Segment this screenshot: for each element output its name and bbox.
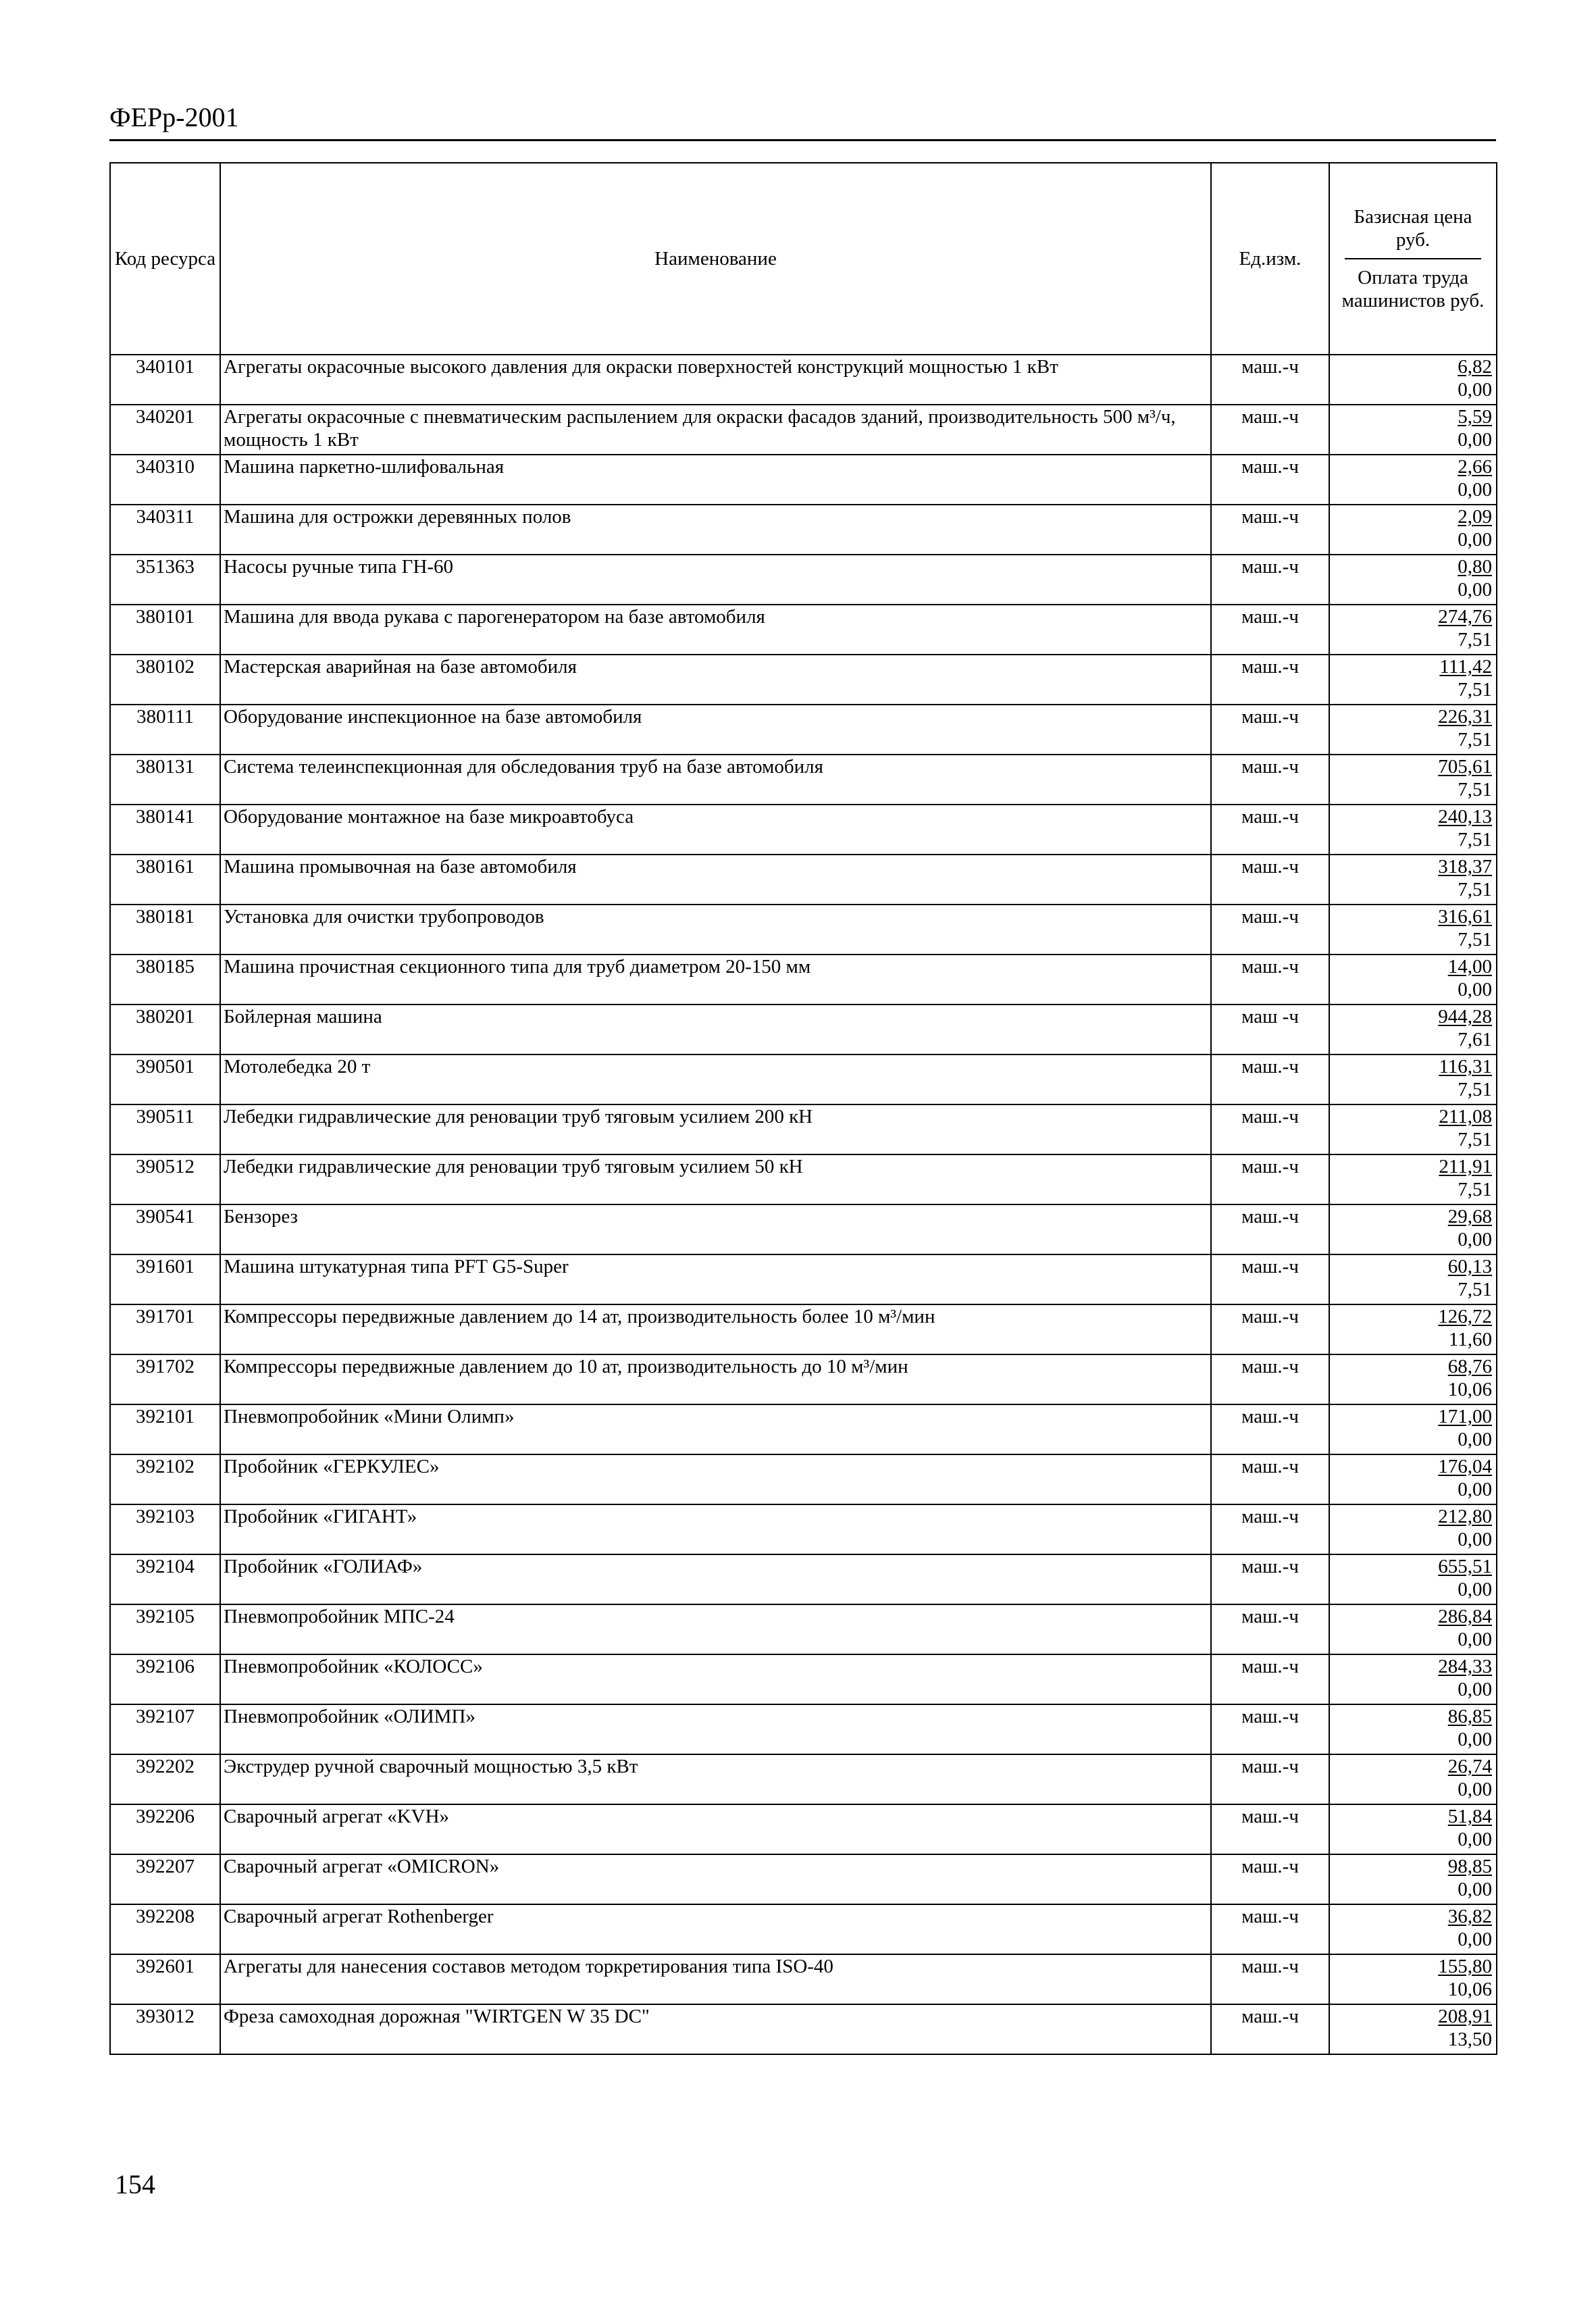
cell-name: Машина промывочная на базе автомобиля bbox=[220, 855, 1211, 905]
operator-pay-value: 0,00 bbox=[1458, 529, 1492, 551]
cell-code: 393012 bbox=[110, 2004, 220, 2054]
cell-name: Машина паркетно-шлифовальная bbox=[220, 455, 1211, 505]
cell-price bbox=[1329, 1354, 1497, 1404]
base-price-value: 211,08 bbox=[1439, 1106, 1492, 1127]
table-row bbox=[110, 1005, 1497, 1054]
table-row bbox=[110, 2004, 1497, 2054]
operator-pay-value: 0,00 bbox=[1458, 429, 1492, 451]
cell-price bbox=[1329, 905, 1497, 955]
operator-pay-value: 0,00 bbox=[1458, 1729, 1492, 1750]
operator-pay-value: 13,50 bbox=[1447, 2029, 1492, 2050]
cell-unit: маш.-ч bbox=[1211, 755, 1329, 805]
base-price-value: 2,66 bbox=[1458, 456, 1492, 478]
base-price-value: 5,59 bbox=[1458, 406, 1492, 428]
operator-pay-value: 0,00 bbox=[1458, 1479, 1492, 1500]
cell-price bbox=[1329, 1254, 1497, 1304]
cell-price bbox=[1329, 1005, 1497, 1054]
cell-code: 340311 bbox=[110, 505, 220, 555]
cell-unit: маш.-ч bbox=[1211, 1704, 1329, 1754]
resource-price-table bbox=[109, 162, 1497, 2055]
cell-name: Компрессоры передвижные давлением до 14 ат, производительность более 10 м³/мин bbox=[220, 1304, 1211, 1354]
table-row bbox=[110, 705, 1497, 755]
cell-price bbox=[1329, 1954, 1497, 2004]
operator-pay-value: 0,00 bbox=[1458, 1829, 1492, 1850]
table-row bbox=[110, 1804, 1497, 1854]
table-row bbox=[110, 855, 1497, 905]
cell-price bbox=[1329, 1604, 1497, 1654]
cell-price bbox=[1329, 1504, 1497, 1554]
document-title: ФЕРр-2001 bbox=[109, 102, 239, 132]
cell-unit: маш.-ч bbox=[1211, 1254, 1329, 1304]
table-row bbox=[110, 1054, 1497, 1104]
table-row bbox=[110, 505, 1497, 555]
cell-name: Бензорез bbox=[220, 1204, 1211, 1254]
cell-unit: маш.-ч bbox=[1211, 955, 1329, 1005]
cell-name: Агрегаты для нанесения составов методом торкретирования типа ISO-40 bbox=[220, 1954, 1211, 2004]
base-price-value: 116,31 bbox=[1439, 1056, 1492, 1077]
table-row bbox=[110, 405, 1497, 455]
cell-code: 392207 bbox=[110, 1854, 220, 1904]
cell-name: Машина для острожки деревянных полов bbox=[220, 505, 1211, 555]
table-row bbox=[110, 605, 1497, 655]
table-row bbox=[110, 1704, 1497, 1754]
cell-price bbox=[1329, 1904, 1497, 1954]
cell-unit: маш.-ч bbox=[1211, 1404, 1329, 1454]
cell-code: 340310 bbox=[110, 455, 220, 505]
cell-code: 380111 bbox=[110, 705, 220, 755]
table-row bbox=[110, 1904, 1497, 1954]
cell-unit: маш.-ч bbox=[1211, 555, 1329, 605]
cell-name: Агрегаты окрасочные с пневматическим распылением для окраски фасадов зданий, производительность 500 м³/ч, мощность 1 кВт bbox=[220, 405, 1211, 455]
cell-code: 392104 bbox=[110, 1554, 220, 1604]
cell-code: 380161 bbox=[110, 855, 220, 905]
table-row bbox=[110, 1104, 1497, 1154]
cell-price bbox=[1329, 605, 1497, 655]
cell-price bbox=[1329, 1854, 1497, 1904]
operator-pay-value: 0,00 bbox=[1458, 1679, 1492, 1700]
cell-unit: маш.-ч bbox=[1211, 2004, 1329, 2054]
base-price-value: 212,80 bbox=[1438, 1506, 1492, 1527]
base-price-value: 26,74 bbox=[1447, 1756, 1492, 1777]
base-price-value: 316,61 bbox=[1438, 906, 1492, 927]
base-price-value: 29,68 bbox=[1447, 1206, 1492, 1227]
cell-unit: маш.-ч bbox=[1211, 905, 1329, 955]
cell-unit: маш.-ч bbox=[1211, 1204, 1329, 1254]
base-price-value: 208,91 bbox=[1438, 2006, 1492, 2027]
table-body bbox=[110, 355, 1497, 2054]
operator-pay-value: 7,51 bbox=[1458, 629, 1492, 651]
base-price-value: 51,84 bbox=[1447, 1806, 1492, 1827]
base-price-value: 176,04 bbox=[1438, 1456, 1492, 1477]
cell-unit: маш.-ч bbox=[1211, 1854, 1329, 1904]
base-price-value: 14,00 bbox=[1447, 956, 1492, 977]
cell-price bbox=[1329, 355, 1497, 405]
cell-code: 380131 bbox=[110, 755, 220, 805]
base-price-value: 68,76 bbox=[1447, 1356, 1492, 1377]
col-header-base-price: Базисная цена руб. bbox=[1345, 205, 1481, 259]
col-header-unit: Ед.изм. bbox=[1211, 163, 1329, 355]
cell-price bbox=[1329, 1054, 1497, 1104]
operator-pay-value: 0,00 bbox=[1458, 579, 1492, 601]
base-price-value: 6,82 bbox=[1458, 356, 1492, 378]
operator-pay-value: 0,00 bbox=[1458, 479, 1492, 501]
cell-price bbox=[1329, 1454, 1497, 1504]
base-price-value: 284,33 bbox=[1438, 1656, 1492, 1677]
cell-unit: маш.-ч bbox=[1211, 605, 1329, 655]
base-price-value: 318,37 bbox=[1438, 856, 1492, 878]
cell-code: 380181 bbox=[110, 905, 220, 955]
base-price-value: 274,76 bbox=[1438, 606, 1492, 628]
operator-pay-value: 7,61 bbox=[1458, 1029, 1492, 1050]
cell-name: Пневмопробойник «КОЛОСС» bbox=[220, 1654, 1211, 1704]
table-header-row bbox=[110, 163, 1497, 355]
base-price-value: 126,72 bbox=[1438, 1306, 1492, 1327]
cell-name: Пробойник «ГЕРКУЛЕС» bbox=[220, 1454, 1211, 1504]
col-header-operator-pay: Оплата труда машинистов руб. bbox=[1341, 267, 1485, 311]
cell-price bbox=[1329, 1704, 1497, 1754]
operator-pay-value: 7,51 bbox=[1458, 829, 1492, 850]
cell-price bbox=[1329, 705, 1497, 755]
operator-pay-value: 7,51 bbox=[1458, 1129, 1492, 1150]
table-row bbox=[110, 1954, 1497, 2004]
cell-name: Оборудование инспекционное на базе автомобиля bbox=[220, 705, 1211, 755]
cell-price bbox=[1329, 555, 1497, 605]
cell-name: Пробойник «ГИГАНТ» bbox=[220, 1504, 1211, 1554]
cell-name: Экструдер ручной сварочный мощностью 3,5 кВт bbox=[220, 1754, 1211, 1804]
operator-pay-value: 7,51 bbox=[1458, 1179, 1492, 1200]
operator-pay-value: 11,60 bbox=[1448, 1329, 1492, 1350]
table-row bbox=[110, 1854, 1497, 1904]
cell-price bbox=[1329, 1804, 1497, 1854]
operator-pay-value: 7,51 bbox=[1458, 879, 1492, 900]
cell-name: Фреза самоходная дорожная "WIRTGEN W 35 DC" bbox=[220, 2004, 1211, 2054]
cell-price bbox=[1329, 1104, 1497, 1154]
cell-name: Машина штукатурная типа PFT G5-Super bbox=[220, 1254, 1211, 1304]
table-row bbox=[110, 1654, 1497, 1704]
operator-pay-value: 0,00 bbox=[1458, 379, 1492, 401]
cell-code: 392106 bbox=[110, 1654, 220, 1704]
cell-name: Машина для ввода рукава с парогенератором на базе автомобиля bbox=[220, 605, 1211, 655]
base-price-value: 36,82 bbox=[1447, 1906, 1492, 1927]
cell-price bbox=[1329, 855, 1497, 905]
base-price-value: 211,91 bbox=[1439, 1156, 1492, 1177]
cell-name: Мастерская аварийная на базе автомобиля bbox=[220, 655, 1211, 705]
base-price-value: 286,84 bbox=[1438, 1606, 1492, 1627]
header-rule bbox=[109, 139, 1496, 141]
table-row bbox=[110, 555, 1497, 605]
cell-unit: маш.-ч bbox=[1211, 405, 1329, 455]
cell-unit: маш.-ч bbox=[1211, 505, 1329, 555]
base-price-value: 0,80 bbox=[1458, 556, 1492, 578]
cell-name: Лебедки гидравлические для реновации труб тяговым усилием 200 кН bbox=[220, 1104, 1211, 1154]
cell-code: 380201 bbox=[110, 1005, 220, 1054]
cell-price bbox=[1329, 1654, 1497, 1704]
operator-pay-value: 7,51 bbox=[1458, 929, 1492, 950]
cell-unit: маш.-ч bbox=[1211, 1804, 1329, 1854]
table-row bbox=[110, 805, 1497, 855]
operator-pay-value: 7,51 bbox=[1458, 679, 1492, 701]
base-price-value: 60,13 bbox=[1447, 1256, 1492, 1277]
base-price-value: 240,13 bbox=[1438, 806, 1492, 828]
cell-name: Пневмопробойник МПС-24 bbox=[220, 1604, 1211, 1654]
table-row bbox=[110, 1604, 1497, 1654]
cell-unit: маш.-ч bbox=[1211, 355, 1329, 405]
cell-unit: маш.-ч bbox=[1211, 1304, 1329, 1354]
cell-code: 390501 bbox=[110, 1054, 220, 1104]
table-row bbox=[110, 955, 1497, 1005]
table-row bbox=[110, 455, 1497, 505]
operator-pay-value: 0,00 bbox=[1458, 1429, 1492, 1450]
cell-name: Лебедки гидравлические для реновации труб тяговым усилием 50 кН bbox=[220, 1154, 1211, 1204]
cell-unit: маш -ч bbox=[1211, 1005, 1329, 1054]
cell-name: Оборудование монтажное на базе микроавтобуса bbox=[220, 805, 1211, 855]
cell-name: Система телеинспекционная для обследования труб на базе автомобиля bbox=[220, 755, 1211, 805]
cell-code: 392107 bbox=[110, 1704, 220, 1754]
operator-pay-value: 7,51 bbox=[1458, 729, 1492, 751]
base-price-value: 2,09 bbox=[1458, 506, 1492, 528]
cell-price bbox=[1329, 405, 1497, 455]
cell-code: 390511 bbox=[110, 1104, 220, 1154]
cell-unit: маш.-ч bbox=[1211, 805, 1329, 855]
cell-code: 392208 bbox=[110, 1904, 220, 1954]
base-price-value: 86,85 bbox=[1447, 1706, 1492, 1727]
table-row bbox=[110, 905, 1497, 955]
col-header-name: Наименование bbox=[220, 163, 1211, 355]
cell-price bbox=[1329, 955, 1497, 1005]
cell-unit: маш.-ч bbox=[1211, 1504, 1329, 1554]
operator-pay-value: 0,00 bbox=[1458, 1229, 1492, 1250]
table-row bbox=[110, 1204, 1497, 1254]
cell-code: 392206 bbox=[110, 1804, 220, 1854]
base-price-value: 111,42 bbox=[1439, 656, 1492, 678]
cell-code: 380141 bbox=[110, 805, 220, 855]
cell-code: 391601 bbox=[110, 1254, 220, 1304]
operator-pay-value: 0,00 bbox=[1458, 1529, 1492, 1550]
cell-price bbox=[1329, 455, 1497, 505]
cell-price bbox=[1329, 1154, 1497, 1204]
cell-code: 392601 bbox=[110, 1954, 220, 2004]
cell-unit: маш.-ч bbox=[1211, 655, 1329, 705]
cell-name: Пробойник «ГОЛИАФ» bbox=[220, 1554, 1211, 1604]
cell-price bbox=[1329, 1204, 1497, 1254]
cell-unit: маш.-ч bbox=[1211, 1554, 1329, 1604]
table-row bbox=[110, 1354, 1497, 1404]
cell-price bbox=[1329, 1304, 1497, 1354]
cell-unit: маш.-ч bbox=[1211, 1354, 1329, 1404]
base-price-value: 98,85 bbox=[1447, 1856, 1492, 1877]
cell-price bbox=[1329, 655, 1497, 705]
table-row bbox=[110, 1254, 1497, 1304]
cell-code: 392101 bbox=[110, 1404, 220, 1454]
cell-price bbox=[1329, 505, 1497, 555]
operator-pay-value: 0,00 bbox=[1458, 1879, 1492, 1900]
cell-code: 392105 bbox=[110, 1604, 220, 1654]
table-row bbox=[110, 1504, 1497, 1554]
operator-pay-value: 0,00 bbox=[1458, 1629, 1492, 1650]
cell-unit: маш.-ч bbox=[1211, 1054, 1329, 1104]
base-price-value: 655,51 bbox=[1438, 1556, 1492, 1577]
cell-price bbox=[1329, 755, 1497, 805]
cell-unit: маш.-ч bbox=[1211, 1104, 1329, 1154]
cell-price bbox=[1329, 2004, 1497, 2054]
operator-pay-value: 7,51 bbox=[1458, 1279, 1492, 1300]
cell-code: 380102 bbox=[110, 655, 220, 705]
cell-unit: маш.-ч bbox=[1211, 1904, 1329, 1954]
cell-unit: маш.-ч bbox=[1211, 1654, 1329, 1704]
operator-pay-value: 0,00 bbox=[1458, 1779, 1492, 1800]
cell-name: Пневмопробойник «ОЛИМП» bbox=[220, 1704, 1211, 1754]
page-number: 154 bbox=[115, 2169, 155, 2200]
table-row bbox=[110, 1554, 1497, 1604]
cell-code: 392102 bbox=[110, 1454, 220, 1504]
cell-code: 391702 bbox=[110, 1354, 220, 1404]
cell-code: 351363 bbox=[110, 555, 220, 605]
cell-code: 340201 bbox=[110, 405, 220, 455]
cell-name: Насосы ручные типа ГН-60 bbox=[220, 555, 1211, 605]
base-price-value: 226,31 bbox=[1438, 706, 1492, 728]
cell-code: 380185 bbox=[110, 955, 220, 1005]
base-price-value: 171,00 bbox=[1438, 1406, 1492, 1427]
cell-name: Машина прочистная секционного типа для труб диаметром 20-150 мм bbox=[220, 955, 1211, 1005]
cell-name: Компрессоры передвижные давлением до 10 ат, производительность до 10 м³/мин bbox=[220, 1354, 1211, 1404]
table-row bbox=[110, 655, 1497, 705]
table-row bbox=[110, 1754, 1497, 1804]
cell-code: 340101 bbox=[110, 355, 220, 405]
table-row bbox=[110, 1454, 1497, 1504]
operator-pay-value: 7,51 bbox=[1458, 779, 1492, 800]
operator-pay-value: 10,06 bbox=[1447, 1979, 1492, 2000]
table-row bbox=[110, 1404, 1497, 1454]
base-price-value: 155,80 bbox=[1438, 1956, 1492, 1977]
table-row bbox=[110, 1304, 1497, 1354]
operator-pay-value: 0,00 bbox=[1458, 979, 1492, 1000]
cell-name: Сварочный агрегат «OMICRON» bbox=[220, 1854, 1211, 1904]
cell-code: 391701 bbox=[110, 1304, 220, 1354]
cell-name: Пневмопробойник «Мини Олимп» bbox=[220, 1404, 1211, 1454]
operator-pay-value: 10,06 bbox=[1447, 1379, 1492, 1400]
cell-name: Сварочный агрегат Rothenberger bbox=[220, 1904, 1211, 1954]
cell-name: Агрегаты окрасочные высокого давления для окраски поверхностей конструкций мощностью 1 кВт bbox=[220, 355, 1211, 405]
table-row bbox=[110, 1154, 1497, 1204]
cell-price bbox=[1329, 1554, 1497, 1604]
cell-unit: маш.-ч bbox=[1211, 1154, 1329, 1204]
cell-unit: маш.-ч bbox=[1211, 705, 1329, 755]
operator-pay-value: 0,00 bbox=[1458, 1579, 1492, 1600]
table-row bbox=[110, 755, 1497, 805]
cell-code: 380101 bbox=[110, 605, 220, 655]
table-row bbox=[110, 355, 1497, 405]
cell-code: 392103 bbox=[110, 1504, 220, 1554]
cell-code: 390512 bbox=[110, 1154, 220, 1204]
cell-unit: маш.-ч bbox=[1211, 1954, 1329, 2004]
operator-pay-value: 0,00 bbox=[1458, 1929, 1492, 1950]
cell-price bbox=[1329, 1754, 1497, 1804]
cell-code: 392202 bbox=[110, 1754, 220, 1804]
col-header-price bbox=[1329, 163, 1497, 355]
base-price-value: 944,28 bbox=[1438, 1006, 1492, 1027]
cell-code: 390541 bbox=[110, 1204, 220, 1254]
cell-unit: маш.-ч bbox=[1211, 1454, 1329, 1504]
cell-name: Мотолебедка 20 т bbox=[220, 1054, 1211, 1104]
cell-unit: маш.-ч bbox=[1211, 455, 1329, 505]
cell-price bbox=[1329, 805, 1497, 855]
base-price-value: 705,61 bbox=[1438, 756, 1492, 778]
cell-name: Сварочный агрегат «KVH» bbox=[220, 1804, 1211, 1854]
cell-unit: маш.-ч bbox=[1211, 1754, 1329, 1804]
cell-name: Бойлерная машина bbox=[220, 1005, 1211, 1054]
cell-price bbox=[1329, 1404, 1497, 1454]
col-header-code: Код ресурса bbox=[110, 163, 220, 355]
cell-unit: маш.-ч bbox=[1211, 855, 1329, 905]
cell-unit: маш.-ч bbox=[1211, 1604, 1329, 1654]
operator-pay-value: 7,51 bbox=[1458, 1079, 1492, 1100]
cell-name: Установка для очистки трубопроводов bbox=[220, 905, 1211, 955]
